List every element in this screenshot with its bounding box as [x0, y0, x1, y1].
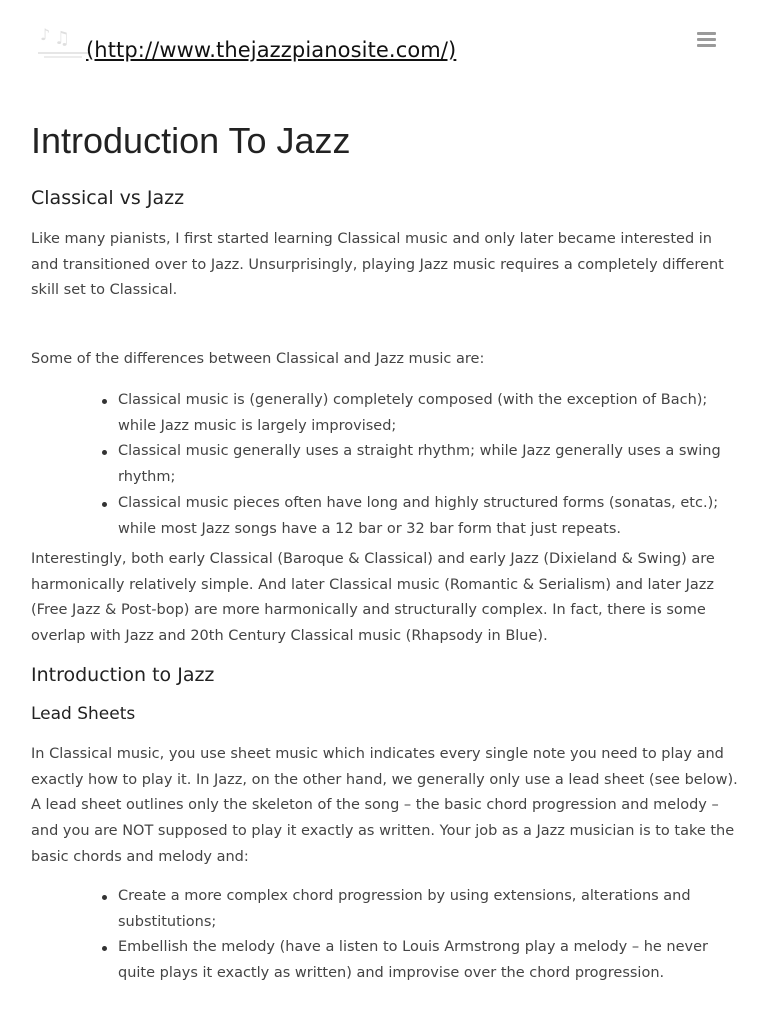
site-link[interactable]: (http://www.thejazzpianosite.com/) [86, 38, 457, 62]
svg-text:♪: ♪ [40, 25, 51, 44]
section-heading-classical-vs-jazz: Classical vs Jazz [31, 187, 185, 209]
hamburger-menu-icon[interactable] [697, 32, 716, 50]
list-item: Classical music pieces often have long and highly structured forms (sonatas, etc.); while most Jazz songs have a 12 bar or 32 bar form that just repeats. [31, 491, 743, 542]
list-item: Embellish the melody (have a listen to Louis Armstrong play a melody – he never quite plays it exactly as written) and improvise over the chord progression. [31, 935, 743, 986]
subheading-lead-sheets: Lead Sheets [31, 704, 136, 724]
svg-text:♫: ♫ [54, 28, 71, 49]
section-heading-intro-to-jazz: Introduction to Jazz [31, 664, 215, 686]
differences-list [31, 388, 743, 542]
site-header [0, 0, 768, 90]
site-logo-icon[interactable] [36, 22, 92, 66]
paragraph-lead-sheets: In Classical music, you use sheet music which indicates every single note you need to play and exactly how to play it. In Jazz, on the other hand, we generally only use a lead sheet (see below). A lead sheet outlines only the skeleton of the song – the basic chord progression and melody – and you are NOT supposed to play it exactly as written. Your job as a Jazz musician is to take the basic chords and melody and: [31, 746, 738, 865]
list-item: Classical music generally uses a straight rhythm; while Jazz generally uses a swing rhythm; [31, 439, 743, 490]
paragraph-differences-lead: Some of the differences between Classical and Jazz music are: [31, 351, 485, 367]
paragraph-harmonic-comparison: Interestingly, both early Classical (Baroque & Classical) and early Jazz (Dixieland & Swing) are harmonically relatively simple. And later Classical music (Romantic & Serialism) and later Jazz (Free Jazz & Post-bop) are more harmonically and structurally complex. In fact, there is some overlap with Jazz and 20th Century Classical music (Rhapsody in Blue). [31, 551, 715, 645]
list-item: Create a more complex chord progression by using extensions, alterations and substitutions; [31, 884, 743, 935]
list-item: Classical music is (generally) completely composed (with the exception of Bach); while Jazz music is largely improvised; [31, 388, 743, 439]
paragraph-intro: Like many pianists, I first started learning Classical music and only later became interested in and transitioned over to Jazz. Unsurprisingly, playing Jazz music requires a completely different skill set to Classical. [31, 231, 724, 299]
lead-sheet-tasks-list [31, 884, 743, 987]
page-title: Introduction To Jazz [31, 120, 351, 161]
